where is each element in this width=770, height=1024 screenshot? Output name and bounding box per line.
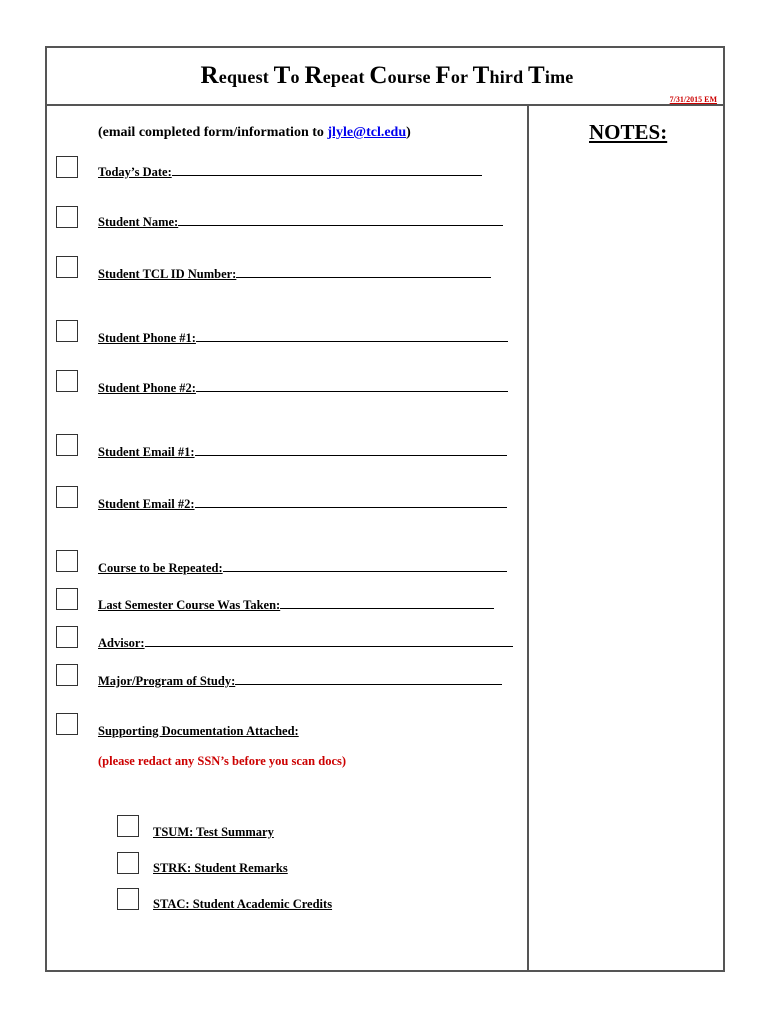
checkbox-stac[interactable] [117,888,139,910]
checkbox-todays-date[interactable] [56,156,78,178]
field-course-repeated: Course to be Repeated: [98,561,507,576]
title-part: Repeat [304,62,370,89]
checkbox-student-id[interactable] [56,256,78,278]
field-email-1: Student Email #1: [98,445,507,460]
checkbox-course-repeated[interactable] [56,550,78,572]
checkbox-phone-2[interactable] [56,370,78,392]
title-part: Third [472,62,529,89]
checkbox-tsum[interactable] [117,815,139,837]
field-email-2: Student Email #2: [98,497,507,512]
field-supporting-docs: Supporting Documentation Attached: [98,724,299,738]
checkbox-student-name[interactable] [56,206,78,228]
field-student-name: Student Name: [98,215,503,230]
field-last-semester: Last Semester Course Was Taken: [98,598,494,613]
email-instruction-suffix: ) [406,125,411,140]
checkbox-supporting-docs[interactable] [56,713,78,735]
field-phone-1: Student Phone #1: [98,331,508,346]
doc-stac: STAC: Student Academic Credits [153,897,333,911]
redact-note: (please redact any SSN’s before you scan docs) [98,754,347,768]
title-part: Time [528,62,574,89]
revision-stamp: 7/31/2015 EM [669,95,717,104]
title-part: To [273,62,305,89]
column-divider [527,106,529,970]
email-instruction [98,125,411,141]
email-instruction-prefix: (email completed form/information to [98,125,328,140]
title-part: Request [200,62,274,89]
checkbox-phone-1[interactable] [56,320,78,342]
email-link[interactable]: jlyle@tcl.edu [327,125,407,140]
doc-tsum: TSUM: Test Summary [153,825,274,839]
field-advisor: Advisor: [98,636,513,651]
checkbox-last-semester[interactable] [56,588,78,610]
field-todays-date: Today’s Date: [98,165,482,180]
checkbox-major[interactable] [56,664,78,686]
field-student-id: Student TCL ID Number: [98,267,491,282]
notes-heading: NOTES: [589,120,668,144]
checkbox-advisor[interactable] [56,626,78,648]
title-bar [47,48,723,106]
checkbox-email-1[interactable] [56,434,78,456]
checkbox-email-2[interactable] [56,486,78,508]
field-major: Major/Program of Study: [98,674,502,689]
title-part: For [435,62,473,89]
page-title [47,62,727,90]
doc-strk: STRK: Student Remarks [153,861,288,875]
field-phone-2: Student Phone #2: [98,381,508,396]
title-part: Course [369,62,436,89]
form-frame [45,46,725,972]
checkbox-strk[interactable] [117,852,139,874]
